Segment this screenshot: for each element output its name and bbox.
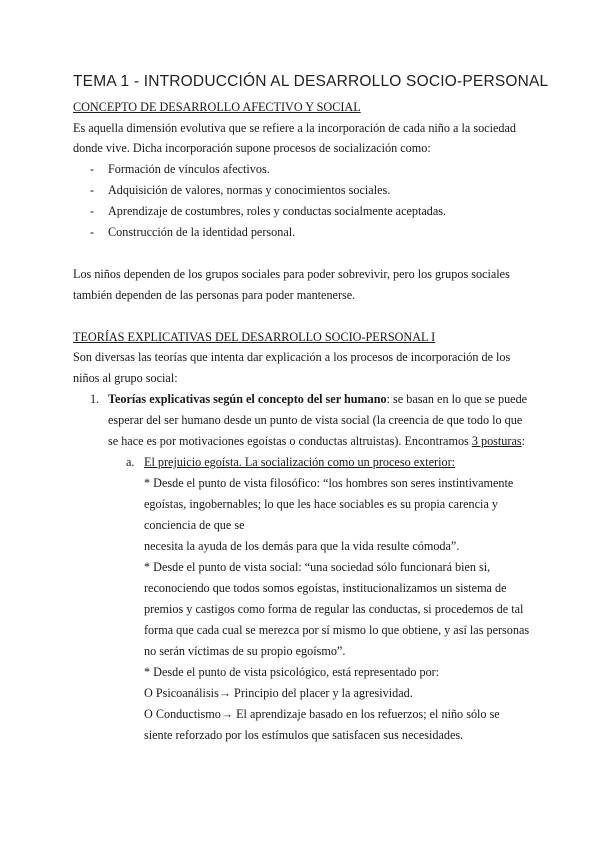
bullet-text: Aprendizaje de costumbres, roles y conductas socialmente aceptadas. [108,204,447,218]
bullet-marker: - [90,162,95,176]
section1-intro-line1: Es aquella dimensión evolutiva que se refiere a la incorporación de cada niño a la sociedad [73,121,516,135]
section1-heading: CONCEPTO DE DESARROLLO AFECTIVO Y SOCIAL [73,100,361,114]
sub-a-line: O Conductismo→ El aprendizaje basado en los refuerzos; el niño sólo se [144,707,500,721]
sub-a-line: reconociendo que todos somos egoístas, institucionalizamos un sistema de [144,581,507,595]
bullet-marker: - [90,204,95,218]
section2-intro-line2: niños al grupo social: [73,371,178,385]
sub-a-line: necesita la ayuda de los demás para que la vida resulte cómoda”. [144,539,460,553]
sub-a-line: no serán víctimas de su propio egoísmo”. [144,644,346,658]
item1-postures-link: 3 posturas [471,434,522,448]
bullet-text: Construcción de la identidad personal. [108,225,296,239]
bullet-text: Adquisición de valores, normas y conocimientos sociales. [108,183,391,197]
item1-line1-rest: : se basan en lo que se puede [386,392,528,406]
section2-heading: TEORÍAS EXPLICATIVAS DEL DESARROLLO SOCIO-PERSONAL I [73,330,436,344]
bullet-marker: - [90,225,95,239]
item1-line3-end: : [521,434,525,448]
sub-a-letter: a. [126,455,135,469]
item1-line3-start: se hace es por motivaciones egoístas o conductas altruistas). Encontramos [108,434,472,448]
section1-para-line1: Los niños dependen de los grupos sociales para poder sobrevivir, pero los grupos sociales [73,267,510,281]
sub-a-line: conciencia de que se [144,518,245,532]
page-title: TEMA 1 - INTRODUCCIÓN AL DESARROLLO SOCIO-PERSONAL [73,73,549,90]
sub-a-heading: El prejuicio egoísta. La socialización como un proceso exterior: [144,455,456,469]
sub-a-line: forma que cada cual se merezca por sí mismo lo que obtiene, y así las personas [144,623,530,637]
bullet-text: Formación de vínculos afectivos. [108,162,270,176]
sub-a-line: premios y castigos como forma de regular las conductas, si procedemos de tal [144,602,524,616]
sub-a-line: egoístas, ingobernables; lo que les hace sociables es su propia carencia y [144,497,498,511]
bullet-marker: - [90,183,95,197]
sub-a-line: O Psicoanálisis→ Principio del placer y la agresividad. [144,686,413,700]
item1-bold-title: Teorías explicativas según el concepto del ser humano [108,392,387,406]
item1-line2: esperar del ser humano desde un punto de vista social (la creencia de que todo lo que [108,413,523,427]
section1-intro-line2: donde vive. Dicha incorporación supone procesos de socialización como: [73,141,431,155]
sub-a-line: * Desde el punto de vista psicológico, está representado por: [144,665,440,679]
sub-a-line: * Desde el punto de vista filosófico: “los hombres son seres instintivamente [144,476,514,490]
section2-intro-line1: Son diversas las teorías que intenta dar explicación a los procesos de incorporación de los [73,350,511,364]
item1-line1 [108,389,527,409]
item1-line3 [108,431,525,451]
sub-a-line: * Desde el punto de vista social: “una sociedad sólo funcionará bien si, [144,560,491,574]
sub-a-line: siente reforzado por los estímulos que satisfacen sus necesidades. [144,728,464,742]
section1-para-line2: también dependen de las personas para poder mantenerse. [73,288,356,302]
item1-number: 1. [90,392,100,406]
